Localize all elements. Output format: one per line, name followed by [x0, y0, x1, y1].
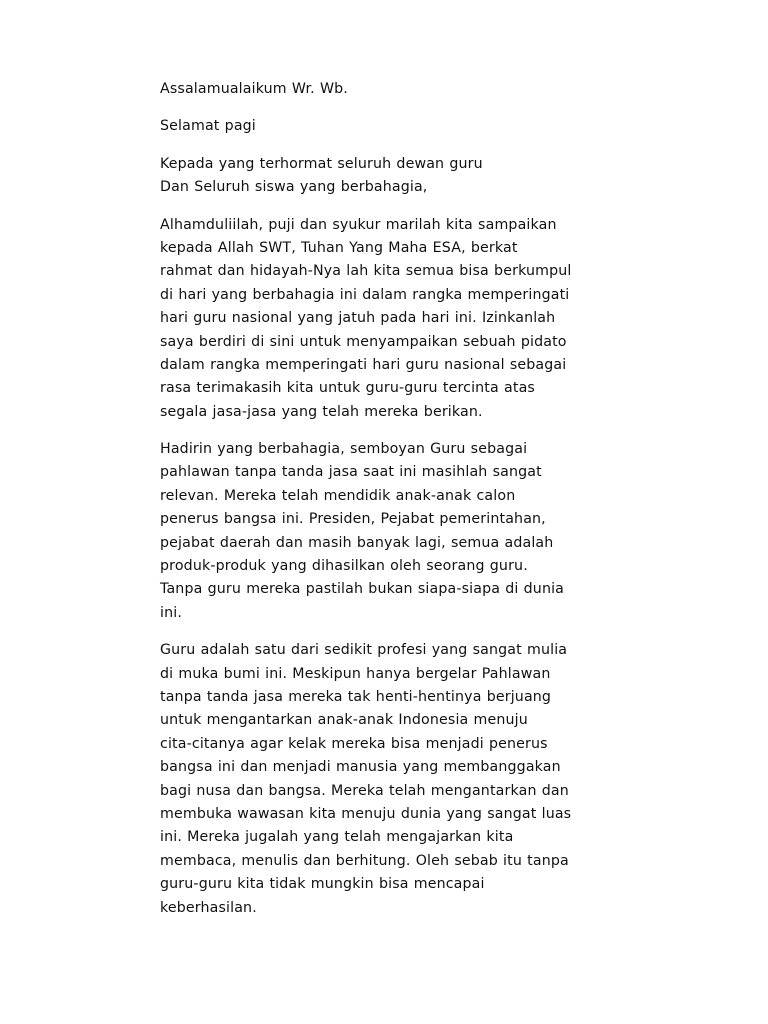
paragraph-line: cita-citanya agar kelak mereka bisa menjadi penerus [160, 735, 548, 752]
paragraph-line: keberhasilan. [160, 899, 257, 916]
paragraph-line: rasa terimakasih kita untuk guru-guru tercinta atas [160, 380, 535, 397]
paragraph-line: segala jasa-jasa yang telah mereka berikan. [160, 403, 483, 420]
paragraph-line: saya berdiri di sini untuk menyampaikan sebuah pidato [160, 333, 567, 350]
address-paragraph [160, 153, 620, 200]
paragraph-line: pahlawan tanpa tanda jasa saat ini masihlah sangat [160, 464, 542, 481]
paragraph-line: di hari yang berbahagia ini dalam rangka memperingati [160, 286, 570, 303]
paragraph-line: membuka wawasan kita menuju dunia yang sangat luas [160, 805, 572, 822]
paragraph-line: Guru adalah satu dari sedikit profesi yang sangat mulia [160, 642, 568, 659]
paragraph-line: tanpa tanda jasa mereka tak henti-hentinya berjuang [160, 688, 552, 705]
paragraph-line: bangsa ini dan menjadi manusia yang membanggakan [160, 759, 561, 776]
morning-line: Selamat pagi [160, 118, 256, 135]
address-line: Kepada yang terhormat seluruh dewan guru [160, 155, 483, 172]
paragraph-gap [160, 101, 620, 115]
paragraph-gap [160, 139, 620, 153]
body-paragraph-3 [160, 639, 620, 920]
greeting-paragraph [160, 78, 620, 101]
morning-paragraph [160, 115, 620, 138]
paragraph-line: Tanpa guru mereka pastilah bukan siapa-siapa di dunia [160, 581, 565, 598]
paragraph-line: guru-guru kita tidak mungkin bisa mencapai [160, 876, 485, 893]
paragraph-line: produk-produk yang dihasilkan oleh seorang guru. [160, 558, 528, 575]
paragraph-line: hari guru nasional yang jatuh pada hari ini. Izinkanlah [160, 310, 556, 327]
paragraph-line: dalam rangka memperingati hari guru nasional sebagai [160, 356, 567, 373]
paragraph-line: Alhamduliilah, puji dan syukur marilah kita sampaikan [160, 216, 557, 233]
speech-text [160, 78, 620, 920]
paragraph-line: untuk mengantarkan anak-anak Indonesia menuju [160, 712, 528, 729]
paragraph-gap [160, 625, 620, 639]
paragraph-line: pejabat daerah dan masih banyak lagi, semua adalah [160, 534, 554, 551]
address-line: Dan Seluruh siswa yang berbahagia, [160, 179, 428, 196]
paragraph-line: bagi nusa dan bangsa. Mereka telah mengantarkan dan [160, 782, 569, 799]
paragraph-line: Hadirin yang berbahagia, semboyan Guru sebagai [160, 441, 528, 458]
paragraph-gap [160, 200, 620, 214]
body-paragraph-2 [160, 438, 620, 625]
paragraph-line: rahmat dan hidayah-Nya lah kita semua bisa berkumpul [160, 263, 572, 280]
paragraph-line: ini. [160, 604, 182, 621]
paragraph-gap [160, 424, 620, 438]
paragraph-line: kepada Allah SWT, Tuhan Yang Maha ESA, berkat [160, 239, 518, 256]
paragraph-line: ini. Mereka jugalah yang telah mengajarkan kita [160, 829, 514, 846]
body-paragraph-1 [160, 214, 620, 425]
paragraph-line: membaca, menulis dan berhitung. Oleh sebab itu tanpa [160, 852, 569, 869]
paragraph-line: penerus bangsa ini. Presiden, Pejabat pemerintahan, [160, 511, 546, 528]
paragraph-line: di muka bumi ini. Meskipun hanya bergelar Pahlawan [160, 665, 551, 682]
paragraph-line: relevan. Mereka telah mendidik anak-anak calon [160, 487, 516, 504]
greeting-line: Assalamualaikum Wr. Wb. [160, 81, 348, 97]
